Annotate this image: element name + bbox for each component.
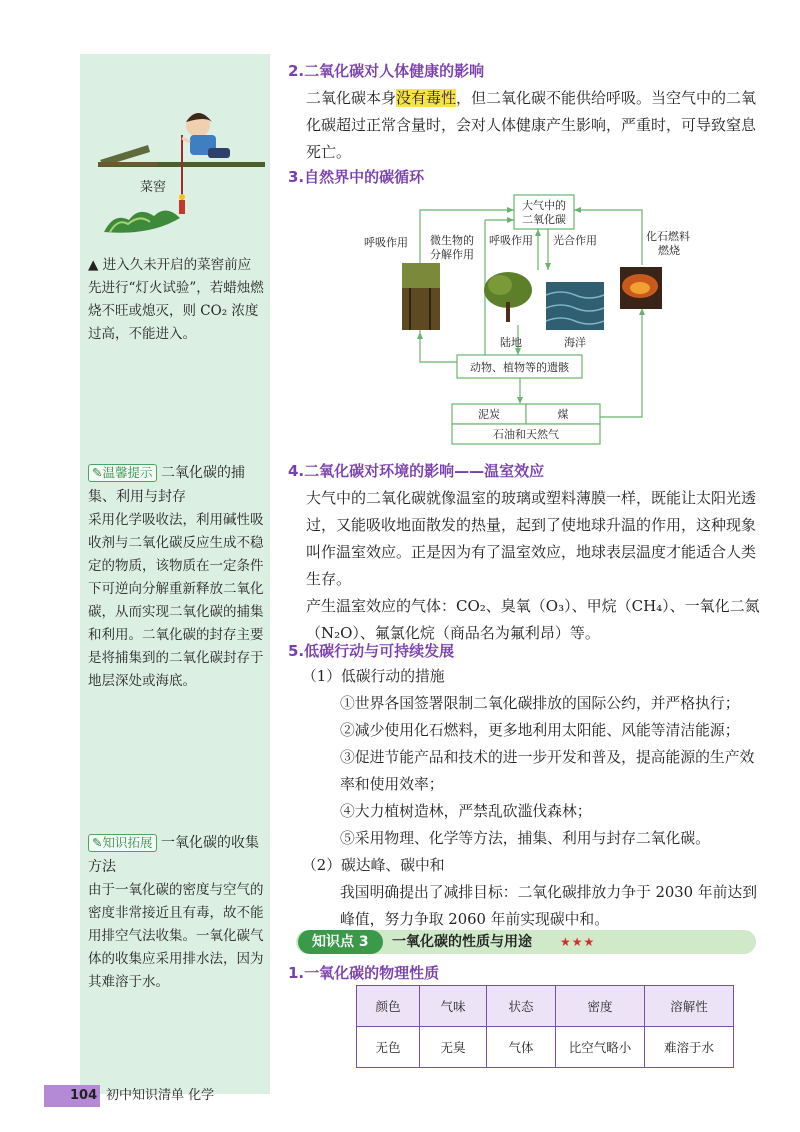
extension-body: 由于一氧化碳的密度与空气的密度非常接近且有毒，故不能用排空气法收集。一氧化碳气体的收集应采用排水法，因为其难溶于水。	[88, 882, 264, 990]
section-2-heading: 2.二氧化碳对人体健康的影响	[288, 62, 485, 80]
tip-tag: ✎温馨提示	[88, 464, 157, 482]
table-header-cell: 颜色	[357, 986, 420, 1027]
table-header-row	[357, 986, 734, 1027]
photosynthesis-label: 光合作用	[553, 234, 597, 247]
section-co-physical	[288, 962, 768, 983]
measure-item: ⑤采用物理、化学等方法，捕集、利用与封存二氧化碳。	[340, 830, 710, 847]
section-4-paragraph-2: 产生温室效应的气体：CO₂、臭氧（O₃）、甲烷（CH₄）、一氧化二氮（N₂O）、氟氯化烷（商品名为氟利昂）等。	[306, 597, 760, 642]
cellar-note: ▲ 进入久未开启的菜窖前应先进行“灯火试验”，若蜡烛燃烧不旺或熄灭，则 CO₂ 浓度过高，不能进入。	[88, 257, 264, 342]
book-title: 初中知识清单 化学	[106, 1088, 215, 1103]
remains-label: 动物、植物等的遗骸	[470, 361, 569, 374]
section-2-paragraph: 二氧化碳本身没有毒性，但二氧化碳不能供给呼吸。当空气中的二氧化碳超过正常含量时，会对人体健康产生影响，严重时，可导致窒息死亡。	[306, 89, 757, 161]
page-number: 104	[70, 1088, 98, 1103]
respiration-left-label: 呼吸作用	[364, 236, 408, 249]
coal-label: 煤	[557, 408, 569, 421]
tip-body: 采用化学吸收法，利用碱性吸收剂与二氧化碳反应生成不稳定的物质，该物质在一定条件下可逆向分解重新释放二氧化碳，从而实现二氧化碳的捕集和利用。二氧化碳的封存主要是将捕集到的二氧化碳封存于地层深处或海底。	[88, 512, 264, 689]
measure-item: ④大力植树造林，严禁乱砍滥伐森林；	[340, 803, 592, 820]
extension-heading: 一氧化碳的收集方法	[88, 835, 259, 875]
tip-heading: 二氧化碳的捕集、利用与封存	[88, 465, 245, 505]
extension-block	[88, 831, 264, 994]
emission-goal: 我国明确提出了减排目标：二氧化碳排放力争于 2030 年前达到峰值，努力争取 2060 年前实现碳中和。	[340, 884, 757, 928]
tip-icon: ✎	[92, 465, 103, 480]
atmosphere-label-2: 二氧化碳	[522, 213, 566, 226]
extension-icon: ✎	[92, 835, 103, 850]
co-physical-heading: 1.一氧化碳的物理性质	[288, 964, 440, 982]
knowledge-point-label: 知识点 3	[298, 930, 383, 954]
co-properties-table	[356, 985, 734, 1068]
factory-smoke-photo	[620, 267, 662, 309]
ocean-label: 海洋	[564, 336, 586, 349]
highlight-no-toxicity: 没有毒性	[396, 89, 457, 107]
low-carbon-subheading-2: （2）碳达峰、碳中和	[302, 857, 445, 874]
cellar-caption: 菜窖	[140, 180, 167, 195]
fossil-label-2: 燃烧	[658, 244, 680, 257]
section-4-paragraph-1: 大气中的二氧化碳就像温室的玻璃或塑料薄膜一样，既能让太阳光透过，又能吸收地面散发的热量，起到了使地球升温的作用，这种现象叫作温室效应。正是因为有了温室效应，地球表层温度才能适合人类生存。	[306, 489, 757, 588]
section-5-heading: 5.低碳行动与可持续发展	[288, 642, 455, 660]
section-3-heading: 3.自然界中的碳循环	[288, 168, 425, 186]
ocean-photo	[546, 282, 604, 330]
extension-tag: ✎知识拓展	[88, 834, 157, 852]
peat-label: 泥炭	[478, 408, 500, 421]
section-4-heading: 4.二氧化碳对环境的影响——温室效应	[288, 462, 545, 480]
section-greenhouse	[288, 460, 768, 647]
tree-photo	[484, 272, 532, 322]
table-row	[357, 1027, 734, 1068]
section-low-carbon	[288, 640, 768, 933]
table-cell: 气体	[487, 1027, 556, 1068]
atmosphere-label-1: 大气中的	[522, 199, 566, 212]
decomposition-label-1: 微生物的	[430, 234, 474, 247]
measure-item: ①世界各国签署限制二氧化碳排放的国际公约，并严格执行；	[340, 695, 740, 712]
table-cell: 难溶于水	[645, 1027, 734, 1068]
table-header-cell: 状态	[487, 986, 556, 1027]
table-cell: 无臭	[420, 1027, 487, 1068]
respiration-mid-label: 呼吸作用	[489, 234, 533, 247]
cellar-illustration	[90, 100, 265, 250]
low-carbon-subheading-1: （1）低碳行动的措施	[302, 668, 445, 685]
table-cell: 比空气略小	[556, 1027, 645, 1068]
decomposition-label-2: 分解作用	[430, 248, 474, 261]
table-header-cell: 气味	[420, 986, 487, 1027]
measure-item: ③促进节能产品和技术的进一步开发和普及，提高能源的生产效率和使用效率；	[340, 749, 755, 793]
table-header-cell: 密度	[556, 986, 645, 1027]
fossil-label-1: 化石燃料	[646, 230, 690, 243]
importance-stars: ★★★	[560, 935, 596, 949]
section-health	[288, 60, 768, 166]
measure-item: ②减少使用化石燃料，更多地利用太阳能、风能等清洁能源；	[340, 722, 740, 739]
knowledge-point-title: 一氧化碳的性质与用途	[392, 934, 532, 950]
carbon-cycle-diagram	[360, 190, 720, 452]
table-header-cell: 溶解性	[645, 986, 734, 1027]
land-label: 陆地	[500, 336, 522, 349]
section-carbon-cycle	[288, 166, 768, 187]
tip-block	[88, 461, 264, 693]
table-cell: 无色	[357, 1027, 420, 1068]
oil-gas-label: 石油和天然气	[493, 428, 559, 441]
